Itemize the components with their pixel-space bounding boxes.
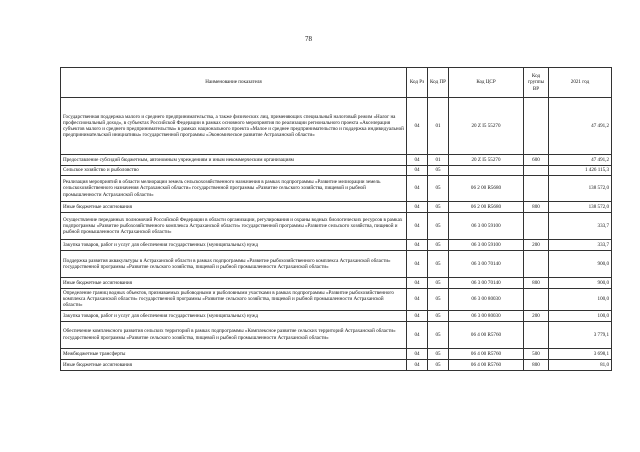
row-csr-cell: 06 4 00 R5760 — [449, 348, 524, 359]
row-amount-cell: 333,7 — [549, 240, 612, 251]
row-rz-cell: 04 — [407, 321, 428, 348]
table-row — [61, 155, 612, 166]
row-vr-cell: 200 — [524, 310, 549, 321]
table-row — [61, 278, 612, 289]
header-year: 2021 год — [549, 68, 612, 98]
row-amount-cell: 138 572,0 — [549, 202, 612, 213]
row-csr-cell: 06 3 00 59100 — [449, 213, 524, 240]
row-vr-cell: 200 — [524, 240, 549, 251]
row-csr-cell: 06 2 00 R5680 — [449, 176, 524, 202]
table-row — [61, 321, 612, 348]
row-pr-cell: 05 — [428, 278, 449, 289]
row-amount-cell: 333,7 — [549, 213, 612, 240]
row-pr-cell: 05 — [428, 213, 449, 240]
row-vr-cell — [524, 251, 549, 278]
row-name-cell: Государственная поддержка малого и среднего предпринимательства, а также физических лиц, применяющих специальный налоговый режим «Налог на профессиональный доход», в субъектах Российской Федерации в рамках основного мероприятия по реализации регионального проекта «Акселерация субъектов малого и среднего предпринимательства» в рамках национального проекта «Малое и среднее предпринимательство и поддержка индивидуальной предпринимательской инициативы» государственной программы «Экономическое развитие Астраханской области» — [61, 98, 407, 155]
row-pr-cell: 05 — [428, 359, 449, 370]
row-rz-cell: 04 — [407, 202, 428, 213]
row-name-cell: Иные бюджетные ассигнования — [61, 202, 407, 213]
row-rz-cell: 04 — [407, 289, 428, 311]
row-rz-cell: 04 — [407, 166, 428, 176]
row-amount-cell: 81,0 — [549, 359, 612, 370]
row-vr-cell — [524, 321, 549, 348]
row-name-cell: Сельское хозяйство и рыболовство — [61, 166, 407, 176]
table-row — [61, 166, 612, 176]
row-rz-cell: 04 — [407, 155, 428, 166]
row-amount-cell: 3 779,1 — [549, 321, 612, 348]
row-rz-cell: 04 — [407, 278, 428, 289]
row-vr-cell — [524, 166, 549, 176]
row-rz-cell: 04 — [407, 98, 428, 155]
row-pr-cell: 05 — [428, 251, 449, 278]
row-name-cell: Закупка товаров, работ и услуг для обеспечения государственных (муниципальных) нужд — [61, 310, 407, 321]
header-vr: Код группы ВР — [524, 68, 549, 98]
row-vr-cell — [524, 213, 549, 240]
row-vr-cell: 800 — [524, 278, 549, 289]
row-name-cell: Поддержка развития аквакультуры в Астраханской области в рамках подпрограммы «Развитие рыбохозяйственного комплекса Астраханской области» государственной программы «Развитие сельского хозяйства, пищевой и рыбной промышленности Астраханской области» — [61, 251, 407, 278]
row-vr-cell — [524, 98, 549, 155]
row-name-cell: Предоставление субсидий бюджетным, автономным учреждениям и иным некоммерческим организациям — [61, 155, 407, 166]
row-rz-cell: 04 — [407, 348, 428, 359]
row-rz-cell: 04 — [407, 251, 428, 278]
row-rz-cell: 04 — [407, 176, 428, 202]
page-number: 78 — [305, 35, 312, 43]
row-name-cell: Межбюджетные трансферты — [61, 348, 407, 359]
row-csr-cell: 06 3 00 59100 — [449, 240, 524, 251]
row-name-cell: Обеспечение комплексного развития сельских территорий в рамках подпрограммы «Комплексное развитие сельских территорий Астраханской области» государственной программы «Развитие сельского хозяйства, пищевой и рыбной промышленности Астраханской области» — [61, 321, 407, 348]
row-csr-cell: 06 2 00 R5680 — [449, 202, 524, 213]
row-name-cell: Осуществление переданных полномочий Российской Федерации в области организации, регулирования и охраны водных биологических ресурсов в рамках подпрограммы «Развитие рыбохозяйственного комплекса Астраханской области» государственной программы «Развитие сельского хозяйства, пищевой и рыбной промышленности Астраханской области» — [61, 213, 407, 240]
row-amount-cell: 47 491,2 — [549, 98, 612, 155]
row-name-cell: Реализация мероприятий в области мелиорации земель сельскохозяйственного назначения в рамках подпрограммы «Развитие мелиорации земель сельскохозяйственного назначения Астраханской области» государственной программы «Развитие сельского хозяйства, пищевой и рыбной промышленности Астраханской области» — [61, 176, 407, 202]
row-name-cell: Иные бюджетные ассигнования — [61, 359, 407, 370]
row-rz-cell: 04 — [407, 240, 428, 251]
table-row — [61, 213, 612, 240]
row-pr-cell: 05 — [428, 289, 449, 311]
table-row — [61, 359, 612, 370]
row-csr-cell: 20 Z I5 55270 — [449, 155, 524, 166]
table-row — [61, 240, 612, 251]
row-csr-cell: 06 4 00 R5760 — [449, 359, 524, 370]
row-name-cell: Закупка товаров, работ и услуг для обеспечения государственных (муниципальных) нужд — [61, 240, 407, 251]
table-row — [61, 176, 612, 202]
row-csr-cell: 06 4 00 R5760 — [449, 321, 524, 348]
row-rz-cell: 04 — [407, 213, 428, 240]
row-name-cell: Иные бюджетные ассигнования — [61, 278, 407, 289]
row-pr-cell: 05 — [428, 348, 449, 359]
row-csr-cell: 06 3 00 70140 — [449, 251, 524, 278]
table-row — [61, 251, 612, 278]
row-pr-cell: 05 — [428, 176, 449, 202]
row-vr-cell: 800 — [524, 202, 549, 213]
row-pr-cell: 05 — [428, 202, 449, 213]
header-rz: Код Рз — [407, 68, 428, 98]
row-vr-cell: 800 — [524, 359, 549, 370]
row-amount-cell: 100,0 — [549, 289, 612, 311]
header-pr: Код ПР — [428, 68, 449, 98]
row-csr-cell — [449, 166, 524, 176]
row-pr-cell: 05 — [428, 166, 449, 176]
row-pr-cell: 01 — [428, 98, 449, 155]
row-pr-cell: 01 — [428, 155, 449, 166]
row-csr-cell: 06 3 00 80030 — [449, 310, 524, 321]
row-amount-cell: 47 491,2 — [549, 155, 612, 166]
budget-table — [60, 67, 612, 371]
row-csr-cell: 06 3 00 70140 — [449, 278, 524, 289]
row-pr-cell: 05 — [428, 310, 449, 321]
row-vr-cell: 500 — [524, 348, 549, 359]
row-amount-cell: 138 572,0 — [549, 176, 612, 202]
row-vr-cell — [524, 176, 549, 202]
row-amount-cell: 900,0 — [549, 251, 612, 278]
table-row — [61, 98, 612, 155]
row-amount-cell: 3 698,1 — [549, 348, 612, 359]
row-name-cell: Определение границ водных объектов, признаваемых рыбоводными и рыболовными участками в рамках подпрограммы «Развитие рыбохозяйственного комплекса Астраханской области» государственной программы «Развитие сельского хозяйства, пищевой и рыбной промышленности Астраханской области» — [61, 289, 407, 311]
row-pr-cell: 05 — [428, 240, 449, 251]
row-csr-cell: 06 3 00 80030 — [449, 289, 524, 311]
header-csr: Код ЦСР — [449, 68, 524, 98]
row-amount-cell: 900,0 — [549, 278, 612, 289]
row-amount-cell: 1 426 115,3 — [549, 166, 612, 176]
header-name: Наименование показателя — [61, 68, 407, 98]
row-rz-cell: 04 — [407, 310, 428, 321]
row-vr-cell: 600 — [524, 155, 549, 166]
row-amount-cell: 100,0 — [549, 310, 612, 321]
row-rz-cell: 04 — [407, 359, 428, 370]
row-vr-cell — [524, 289, 549, 311]
table-row — [61, 348, 612, 359]
row-csr-cell: 20 Z I5 55270 — [449, 98, 524, 155]
table-row — [61, 289, 612, 311]
table-row — [61, 310, 612, 321]
table-header-row — [61, 68, 612, 98]
table-row — [61, 202, 612, 213]
row-pr-cell: 05 — [428, 321, 449, 348]
